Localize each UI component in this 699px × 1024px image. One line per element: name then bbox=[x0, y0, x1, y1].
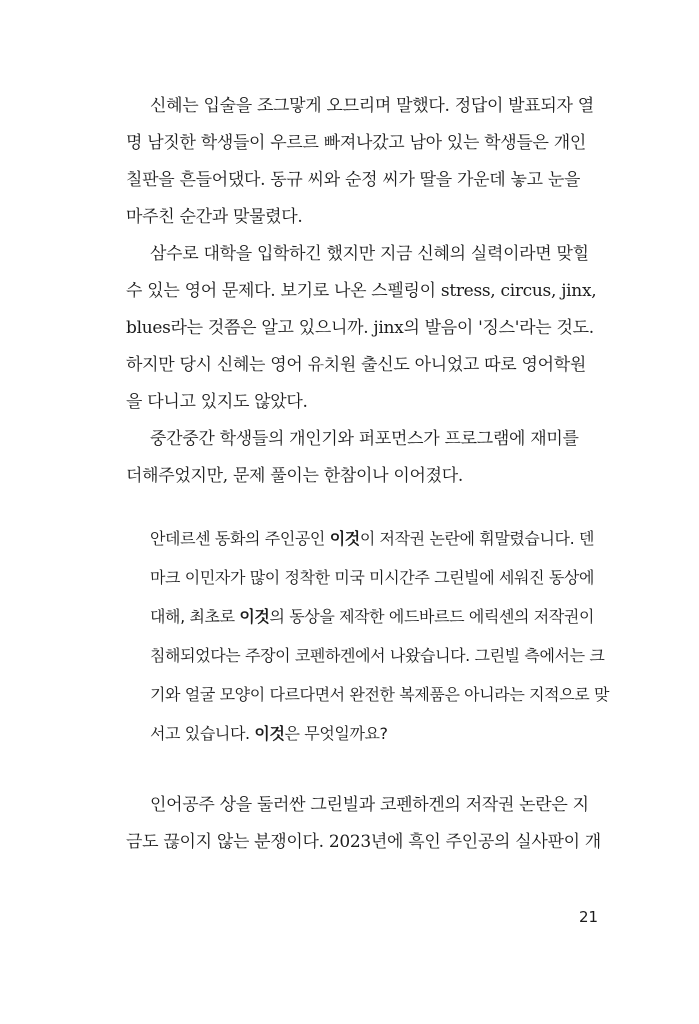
story-line: 칠판을 흔들어댔다. 동규 씨와 순정 씨가 딸을 가운데 놓고 눈을 bbox=[126, 170, 581, 190]
answer-line: 금도 끊이지 않는 분쟁이다. 2023년에 흑인 주인공의 실사판이 개 bbox=[126, 832, 601, 852]
story-line: 마주친 순간과 맞물렸다. bbox=[126, 207, 303, 227]
story-line: 삼수로 대학을 입학하긴 했지만 지금 신혜의 실력이라면 맞힐 bbox=[150, 244, 589, 264]
quiz-keyword: 이것 bbox=[329, 529, 360, 548]
quiz-text: 의 동상을 제작한 에드바르드 에릭센의 저작권이 bbox=[269, 607, 595, 626]
story-line: blues라는 것쯤은 알고 있으니까. jinx의 발음이 '징스'라는 것도. bbox=[126, 318, 594, 338]
quiz-line bbox=[150, 722, 388, 746]
quiz-line: 기와 얼굴 모양이 다르다면서 완전한 복제품은 아니라는 지적으로 맞 bbox=[150, 685, 610, 704]
story-line: 중간중간 학생들의 개인기와 퍼포먼스가 프로그램에 재미를 bbox=[150, 429, 579, 449]
quiz-text: 서고 있습니다. bbox=[150, 724, 255, 743]
story-line: 하지만 당시 신혜는 영어 유치원 출신도 아니었고 따로 영어학원 bbox=[126, 355, 587, 375]
story-line: 수 있는 영어 문제다. 보기로 나온 스펠링이 stress, circus, jinx, bbox=[126, 281, 597, 301]
quiz-text: 은 무엇일까요? bbox=[284, 724, 388, 743]
page-number: 21 bbox=[579, 908, 599, 926]
quiz-line: 침해되었다는 주장이 코펜하겐에서 나왔습니다. 그린빌 측에서는 크 bbox=[150, 646, 605, 665]
answer-line: 인어공주 상을 둘러싼 그린빌과 코펜하겐의 저작권 논란은 지 bbox=[150, 795, 589, 815]
story-line: 명 남짓한 학생들이 우르르 빠져나갔고 남아 있는 학생들은 개인 bbox=[126, 133, 587, 153]
story-line: 더해주었지만, 문제 풀이는 한참이나 이어졌다. bbox=[126, 466, 463, 486]
quiz-line: 마크 이민자가 많이 정착한 미국 미시간주 그린빌에 세워진 동상에 bbox=[150, 568, 595, 587]
quiz-line bbox=[150, 527, 594, 551]
quiz-line bbox=[150, 605, 594, 629]
quiz-text: 대해, 최초로 bbox=[150, 607, 240, 626]
quiz-keyword: 이것 bbox=[254, 724, 285, 743]
quiz-keyword: 이것 bbox=[239, 607, 270, 626]
quiz-text: 안데르센 동화의 주인공인 bbox=[150, 529, 330, 548]
quiz-text: 이 저작권 논란에 휘말렸습니다. 덴 bbox=[359, 529, 595, 548]
story-line: 신혜는 입술을 조그맣게 오므리며 말했다. 정답이 발표되자 열 bbox=[150, 96, 594, 116]
story-line: 을 다니고 있지도 않았다. bbox=[126, 392, 308, 412]
